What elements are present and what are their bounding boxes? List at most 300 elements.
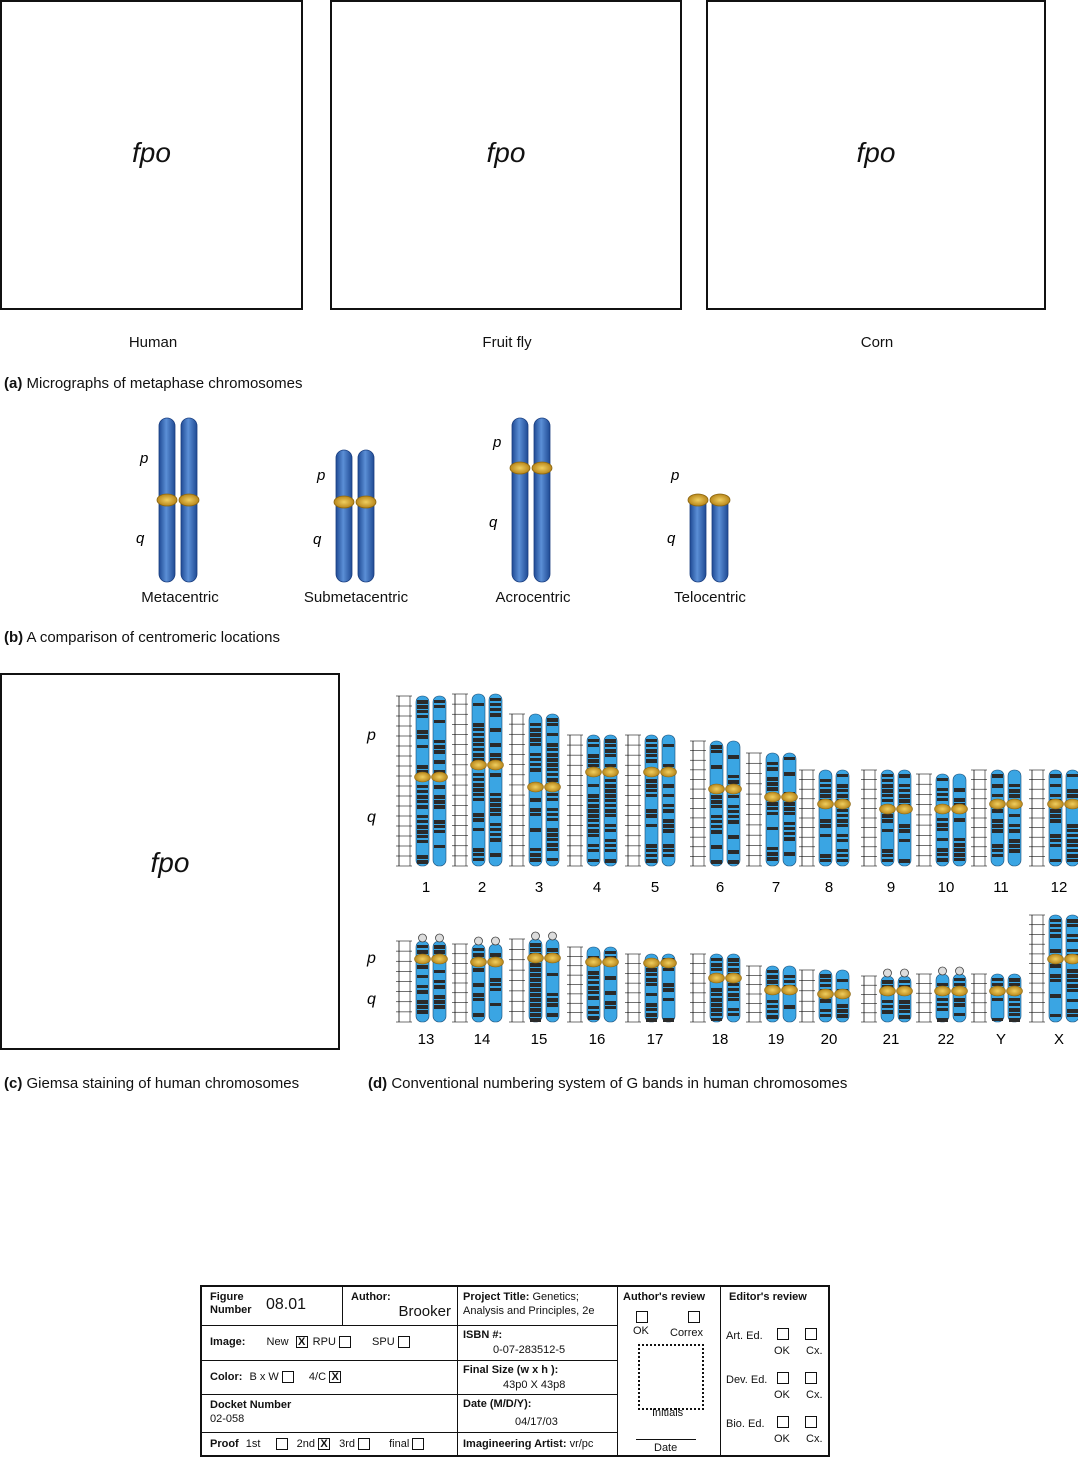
proof-1st-checkbox[interactable] bbox=[276, 1438, 288, 1450]
g-band bbox=[588, 991, 599, 994]
g-band bbox=[490, 798, 501, 802]
authors-review-cell bbox=[617, 1287, 720, 1457]
g-band bbox=[490, 823, 501, 826]
g-band bbox=[992, 784, 1003, 788]
g-band bbox=[954, 853, 965, 857]
g-band bbox=[837, 809, 848, 812]
g-band bbox=[417, 840, 428, 843]
dev-ed-ok-label: OK bbox=[774, 1389, 790, 1401]
g-band bbox=[1009, 978, 1020, 982]
g-band bbox=[882, 1000, 893, 1003]
centromere bbox=[935, 986, 951, 996]
chromosome-number-label: 22 bbox=[937, 1031, 955, 1048]
g-band bbox=[490, 983, 501, 986]
g-band bbox=[992, 998, 1003, 1001]
centromere bbox=[935, 804, 951, 814]
q-arm bbox=[690, 496, 706, 582]
centromere bbox=[510, 462, 530, 474]
g-band bbox=[767, 980, 778, 984]
chromosome-6 bbox=[690, 741, 742, 866]
chromosome-8 bbox=[799, 770, 851, 866]
g-band bbox=[490, 743, 501, 747]
centromere bbox=[688, 494, 708, 506]
g-band bbox=[1050, 809, 1061, 813]
g-band bbox=[767, 852, 778, 856]
g-band bbox=[767, 975, 778, 979]
g-band bbox=[605, 991, 616, 995]
g-band bbox=[820, 789, 831, 793]
authors-review-title: Author's review bbox=[623, 1291, 706, 1303]
g-band bbox=[605, 859, 616, 863]
g-band bbox=[605, 844, 616, 847]
g-band bbox=[837, 794, 848, 798]
editors-review-title: Editor's review bbox=[729, 1291, 807, 1303]
centromere bbox=[586, 957, 602, 967]
g-band bbox=[937, 1003, 948, 1006]
image-rpu-checkbox[interactable] bbox=[339, 1336, 351, 1348]
g-band bbox=[711, 958, 722, 961]
q-arm-label: q bbox=[313, 531, 322, 548]
g-band bbox=[547, 723, 558, 726]
g-band bbox=[937, 798, 948, 801]
g-band bbox=[434, 985, 445, 989]
chromosome-number-label: 4 bbox=[592, 879, 602, 896]
g-band bbox=[767, 807, 778, 810]
g-band bbox=[417, 800, 428, 803]
g-band bbox=[490, 728, 501, 732]
g-band bbox=[784, 757, 795, 760]
g-band bbox=[588, 794, 599, 798]
g-band bbox=[473, 738, 484, 742]
g-band bbox=[490, 953, 501, 957]
g-band bbox=[417, 735, 428, 739]
g-band bbox=[605, 829, 616, 832]
g-band bbox=[530, 768, 541, 772]
centromere bbox=[710, 494, 730, 506]
g-band bbox=[711, 1018, 722, 1021]
g-band bbox=[663, 794, 674, 797]
art-ed-label: Art. Ed. bbox=[726, 1330, 763, 1342]
g-band bbox=[837, 814, 848, 817]
g-band bbox=[434, 950, 445, 954]
centromere bbox=[528, 953, 544, 963]
g-band bbox=[646, 993, 657, 996]
g-band bbox=[1050, 949, 1061, 953]
g-band bbox=[588, 971, 599, 975]
caption-letter: (a) bbox=[4, 375, 23, 392]
dev-ed-ok-checkbox[interactable] bbox=[777, 1372, 789, 1384]
g-band bbox=[711, 750, 722, 753]
centromere bbox=[432, 772, 448, 782]
image-spu-checkbox[interactable] bbox=[398, 1336, 410, 1348]
g-band bbox=[473, 728, 484, 731]
chromosome-Y bbox=[971, 974, 1023, 1022]
chromosome-17 bbox=[625, 954, 677, 1022]
centromere bbox=[603, 957, 619, 967]
satellite bbox=[492, 937, 500, 945]
chromatid bbox=[727, 741, 740, 866]
g-band bbox=[530, 963, 541, 967]
g-band bbox=[820, 824, 831, 828]
figure-number-label: Figure Number bbox=[210, 1291, 252, 1316]
g-band bbox=[711, 795, 722, 799]
g-band bbox=[490, 1003, 501, 1006]
g-band bbox=[605, 789, 616, 793]
centromere bbox=[990, 986, 1006, 996]
author-correx-label: Correx bbox=[670, 1327, 704, 1339]
centromere bbox=[1007, 799, 1023, 809]
art-ed-ok-label: OK bbox=[774, 1345, 790, 1357]
g-band bbox=[547, 773, 558, 776]
bio-ed-cx-checkbox[interactable] bbox=[805, 1416, 817, 1428]
label-human: Human bbox=[128, 334, 178, 351]
art-ed-ok-checkbox[interactable] bbox=[777, 1328, 789, 1340]
color-bw-checkbox[interactable] bbox=[282, 1371, 294, 1383]
author-cell bbox=[342, 1287, 457, 1325]
g-band bbox=[711, 963, 722, 967]
q-arm bbox=[159, 496, 175, 582]
g-band bbox=[937, 1008, 948, 1011]
g-band bbox=[530, 1013, 541, 1017]
centromere bbox=[644, 958, 660, 968]
g-band bbox=[646, 759, 657, 763]
g-band bbox=[547, 743, 558, 747]
g-band bbox=[837, 859, 848, 862]
g-band bbox=[646, 824, 657, 827]
g-band bbox=[937, 848, 948, 852]
p-arm-label: p bbox=[140, 450, 149, 467]
chromosome-number-label: 8 bbox=[824, 879, 834, 896]
centromere bbox=[818, 799, 834, 809]
chromosome-22 bbox=[916, 967, 968, 1022]
date-sign-label: Date bbox=[654, 1442, 678, 1454]
g-band bbox=[547, 843, 558, 847]
g-band bbox=[417, 855, 428, 859]
image-new: New bbox=[266, 1336, 289, 1348]
g-band bbox=[1067, 949, 1078, 952]
g-band bbox=[530, 993, 541, 997]
g-band bbox=[711, 998, 722, 1002]
g-band bbox=[954, 983, 965, 986]
project-title: Genetics; Analysis and Principles, 2e bbox=[463, 1291, 595, 1317]
g-band bbox=[417, 830, 428, 834]
g-band bbox=[547, 808, 558, 811]
g-band bbox=[820, 974, 831, 978]
g-band bbox=[1050, 929, 1061, 932]
g-band bbox=[820, 779, 831, 782]
g-band bbox=[1009, 839, 1020, 843]
centromere bbox=[157, 494, 177, 506]
g-band bbox=[1067, 939, 1078, 942]
g-band bbox=[434, 745, 445, 749]
g-band bbox=[899, 789, 910, 792]
initials-box[interactable] bbox=[638, 1344, 704, 1410]
g-band bbox=[646, 789, 657, 792]
g-band bbox=[646, 973, 657, 976]
chromosome-5 bbox=[625, 735, 677, 866]
g-band bbox=[473, 848, 484, 852]
g-band bbox=[530, 1003, 541, 1007]
g-band bbox=[767, 777, 778, 781]
centromere bbox=[897, 986, 913, 996]
artist: vr/pc bbox=[569, 1438, 594, 1450]
centromere bbox=[1007, 986, 1023, 996]
g-band bbox=[417, 700, 428, 704]
g-band bbox=[728, 988, 739, 991]
proof-3rd-checkbox[interactable] bbox=[358, 1438, 370, 1450]
g-band bbox=[728, 835, 739, 839]
g-band bbox=[954, 838, 965, 841]
g-band bbox=[547, 838, 558, 841]
centromere bbox=[356, 496, 376, 508]
g-band bbox=[820, 859, 831, 862]
art-ed-cx-checkbox[interactable] bbox=[805, 1328, 817, 1340]
micrograph-fruit-fly bbox=[330, 0, 682, 310]
g-band bbox=[992, 854, 1003, 857]
chromosome-12 bbox=[1029, 770, 1078, 866]
caption-letter: (b) bbox=[4, 629, 24, 646]
chromosome-number-label: 21 bbox=[882, 1031, 900, 1048]
g-band bbox=[473, 948, 484, 951]
g-band bbox=[434, 825, 445, 828]
g-band bbox=[1067, 919, 1078, 923]
g-band bbox=[646, 859, 657, 863]
g-band bbox=[530, 988, 541, 992]
centromere bbox=[1048, 799, 1064, 809]
chromosome-13 bbox=[396, 934, 448, 1022]
g-band bbox=[646, 844, 657, 848]
g-band bbox=[954, 848, 965, 852]
centromere bbox=[603, 767, 619, 777]
g-band bbox=[899, 774, 910, 778]
g-band bbox=[1067, 829, 1078, 832]
g-band bbox=[605, 749, 616, 753]
g-band bbox=[711, 800, 722, 804]
g-band bbox=[820, 834, 831, 837]
color-4c-checkbox[interactable]: X bbox=[329, 1371, 341, 1383]
g-band bbox=[588, 759, 599, 763]
g-band bbox=[1050, 844, 1061, 847]
g-band bbox=[820, 784, 831, 787]
g-band bbox=[473, 818, 484, 822]
g-band bbox=[1009, 844, 1020, 848]
g-band bbox=[417, 1000, 428, 1004]
chromosome-number-label: 1 bbox=[421, 879, 431, 896]
dev-ed-cx-checkbox[interactable] bbox=[805, 1372, 817, 1384]
g-band bbox=[837, 789, 848, 792]
project-title-label: Project Title: bbox=[463, 1291, 530, 1303]
g-band bbox=[728, 998, 739, 1001]
g-band bbox=[728, 850, 739, 854]
g-band bbox=[646, 1003, 657, 1007]
proof-2nd: 2nd bbox=[296, 1438, 315, 1450]
g-band bbox=[646, 978, 657, 982]
proof-2nd-checkbox[interactable]: X bbox=[318, 1438, 330, 1450]
g-band bbox=[530, 808, 541, 812]
g-band bbox=[837, 849, 848, 852]
g-band bbox=[899, 1015, 910, 1019]
fpo-placeholder: fpo bbox=[132, 137, 171, 168]
g-band bbox=[530, 998, 541, 1002]
chromosome-11 bbox=[971, 770, 1023, 866]
g-band bbox=[434, 795, 445, 799]
g-band bbox=[820, 794, 831, 798]
g-band bbox=[937, 1018, 948, 1022]
g-band bbox=[605, 839, 616, 842]
chromosome-number-label: 17 bbox=[646, 1031, 664, 1048]
caption-text: Micrographs of metaphase chromosomes bbox=[26, 375, 303, 392]
centromere bbox=[835, 989, 851, 999]
g-band bbox=[1009, 814, 1020, 817]
g-band bbox=[937, 788, 948, 791]
g-band bbox=[711, 825, 722, 828]
isbn-label: ISBN #: bbox=[463, 1329, 503, 1341]
bio-ed-ok-label: OK bbox=[774, 1433, 790, 1445]
chromosome-number-label: 12 bbox=[1050, 879, 1068, 896]
g-band bbox=[588, 849, 599, 852]
chromosome-7 bbox=[746, 753, 798, 866]
g-band bbox=[1050, 814, 1061, 818]
g-band bbox=[711, 1003, 722, 1007]
g-band bbox=[992, 794, 1003, 797]
g-band bbox=[663, 998, 674, 1001]
docket-cell bbox=[202, 1394, 457, 1432]
g-band bbox=[547, 798, 558, 801]
g-band bbox=[417, 785, 428, 788]
g-band bbox=[767, 812, 778, 815]
centromere bbox=[952, 804, 968, 814]
g-band bbox=[784, 852, 795, 856]
q-arm bbox=[181, 496, 197, 582]
g-band bbox=[434, 760, 445, 764]
chromosome-2 bbox=[452, 694, 504, 866]
centromere bbox=[488, 760, 504, 770]
g-band bbox=[663, 849, 674, 852]
g-band bbox=[728, 993, 739, 997]
g-band bbox=[711, 815, 722, 818]
satellite bbox=[939, 967, 947, 975]
chromosome-number-label: 20 bbox=[820, 1031, 838, 1048]
g-band bbox=[663, 744, 674, 747]
label-telocentric: Telocentric bbox=[674, 589, 746, 606]
g-band bbox=[530, 743, 541, 746]
g-band bbox=[490, 988, 501, 991]
g-band bbox=[646, 968, 657, 972]
g-band bbox=[767, 1015, 778, 1019]
chromosome-X bbox=[1029, 915, 1078, 1022]
caption-text: Giemsa staining of human chromosomes bbox=[26, 1075, 300, 1092]
p-arm-label: p bbox=[493, 434, 502, 451]
g-band bbox=[530, 858, 541, 862]
g-band bbox=[837, 1009, 848, 1013]
g-band bbox=[1050, 974, 1061, 978]
chromosome-15 bbox=[509, 932, 561, 1022]
g-band bbox=[588, 799, 599, 802]
g-band bbox=[605, 794, 616, 798]
g-band bbox=[434, 945, 445, 949]
g-band bbox=[588, 814, 599, 818]
g-band bbox=[711, 988, 722, 992]
g-band bbox=[530, 758, 541, 761]
g-band bbox=[663, 829, 674, 833]
centromere bbox=[528, 782, 544, 792]
g-band bbox=[588, 754, 599, 758]
caption-letter: (d) bbox=[368, 1075, 388, 1092]
g-band bbox=[711, 745, 722, 749]
g-band bbox=[605, 784, 616, 788]
color-label: Color: bbox=[210, 1371, 243, 1383]
g-band bbox=[646, 1013, 657, 1017]
author-correx-checkbox[interactable] bbox=[688, 1311, 700, 1323]
g-band bbox=[899, 784, 910, 787]
g-band bbox=[882, 980, 893, 984]
g-band bbox=[837, 824, 848, 827]
artist-label: Imagineering Artist: bbox=[463, 1438, 567, 1450]
g-band bbox=[490, 713, 501, 717]
g-band bbox=[899, 839, 910, 842]
g-band bbox=[434, 820, 445, 824]
artist-cell bbox=[457, 1432, 617, 1457]
g-band bbox=[588, 764, 599, 767]
g-band bbox=[767, 767, 778, 771]
g-band bbox=[728, 815, 739, 818]
g-band bbox=[588, 859, 599, 862]
g-band bbox=[417, 965, 428, 969]
proof-final-checkbox[interactable] bbox=[412, 1438, 424, 1450]
dev-ed-cx-label: Cx. bbox=[806, 1389, 823, 1401]
g-band bbox=[530, 798, 541, 802]
g-band bbox=[767, 1000, 778, 1003]
g-band bbox=[663, 824, 674, 828]
centromere bbox=[880, 804, 896, 814]
g-band bbox=[588, 834, 599, 837]
g-band bbox=[530, 753, 541, 756]
g-band bbox=[728, 805, 739, 808]
g-band bbox=[417, 820, 428, 823]
review-form bbox=[200, 1285, 830, 1457]
bio-ed-ok-checkbox[interactable] bbox=[777, 1416, 789, 1428]
g-band bbox=[473, 968, 484, 972]
g-band bbox=[417, 860, 428, 864]
centromere bbox=[952, 986, 968, 996]
author-ok-checkbox[interactable] bbox=[636, 1311, 648, 1323]
g-band bbox=[882, 784, 893, 788]
fpo-placeholder: fpo bbox=[856, 137, 896, 168]
g-band bbox=[530, 973, 541, 977]
caption-d bbox=[368, 1075, 847, 1092]
g-band bbox=[820, 979, 831, 982]
g-band bbox=[784, 980, 795, 983]
q-arm-label: q bbox=[136, 530, 145, 547]
g-band bbox=[992, 978, 1003, 981]
proof-3rd: 3rd bbox=[339, 1438, 355, 1450]
g-band bbox=[605, 1006, 616, 1009]
final-size-label: Final Size (w x h ): bbox=[463, 1364, 559, 1376]
g-band bbox=[530, 968, 541, 972]
g-band bbox=[1009, 794, 1020, 798]
image-new-checkbox[interactable]: X bbox=[296, 1336, 308, 1348]
chromosome-number-label: 15 bbox=[530, 1031, 548, 1048]
g-band bbox=[1067, 1009, 1078, 1013]
g-band bbox=[588, 804, 599, 808]
chromosome-19 bbox=[746, 966, 798, 1022]
g-band bbox=[530, 813, 541, 816]
g-band bbox=[767, 857, 778, 861]
g-band bbox=[530, 1008, 541, 1012]
g-band bbox=[473, 773, 484, 776]
g-band bbox=[1067, 824, 1078, 828]
g-band bbox=[1067, 854, 1078, 858]
